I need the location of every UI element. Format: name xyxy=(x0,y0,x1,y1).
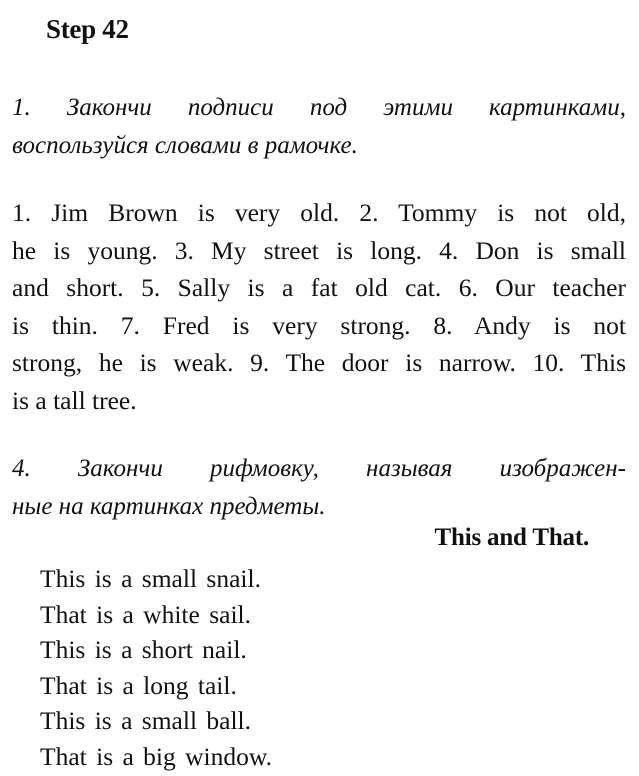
task-1-line: 1. Закончи подписи под этими картинками, xyxy=(12,94,626,121)
task-4-instruction xyxy=(12,450,626,526)
poem-title: This and That. xyxy=(434,524,589,551)
task-4-line: 4. Закончи рифмовку, называя изображен- xyxy=(12,455,626,482)
task-4-line: ные на картинках предметы. xyxy=(12,493,326,520)
task-1-answer-paragraph xyxy=(12,194,626,419)
poem-line: That is a white sail. xyxy=(40,599,251,629)
answer-line: he is young. 3. My street is long. 4. Don is small xyxy=(12,235,626,265)
answer-line: 1. Jim Brown is very old. 2. Tommy is not old, xyxy=(12,198,626,227)
answer-line: strong, he is weak. 9. The door is narrow. 10. This xyxy=(12,348,626,377)
answer-line: and short. 5. Sally is a fat old cat. 6. Our teacher xyxy=(12,273,626,302)
poem-line: That is a long tail. xyxy=(40,670,237,700)
task-1-line: воспользуйся словами в рамочке. xyxy=(12,132,358,159)
answer-line: is thin. 7. Fred is very strong. 8. Andy is not xyxy=(12,310,626,340)
step-title: Step 42 xyxy=(46,14,129,44)
poem-line: This is a short nail. xyxy=(40,635,247,665)
poem-line: This is a small ball. xyxy=(40,706,252,736)
task-1-instruction xyxy=(12,89,626,165)
answer-line: is a tall tree. xyxy=(12,385,137,415)
poem-line: This is a small snail. xyxy=(40,564,261,593)
poem-lines xyxy=(40,561,560,775)
poem-line: That is a big window. xyxy=(40,741,273,771)
